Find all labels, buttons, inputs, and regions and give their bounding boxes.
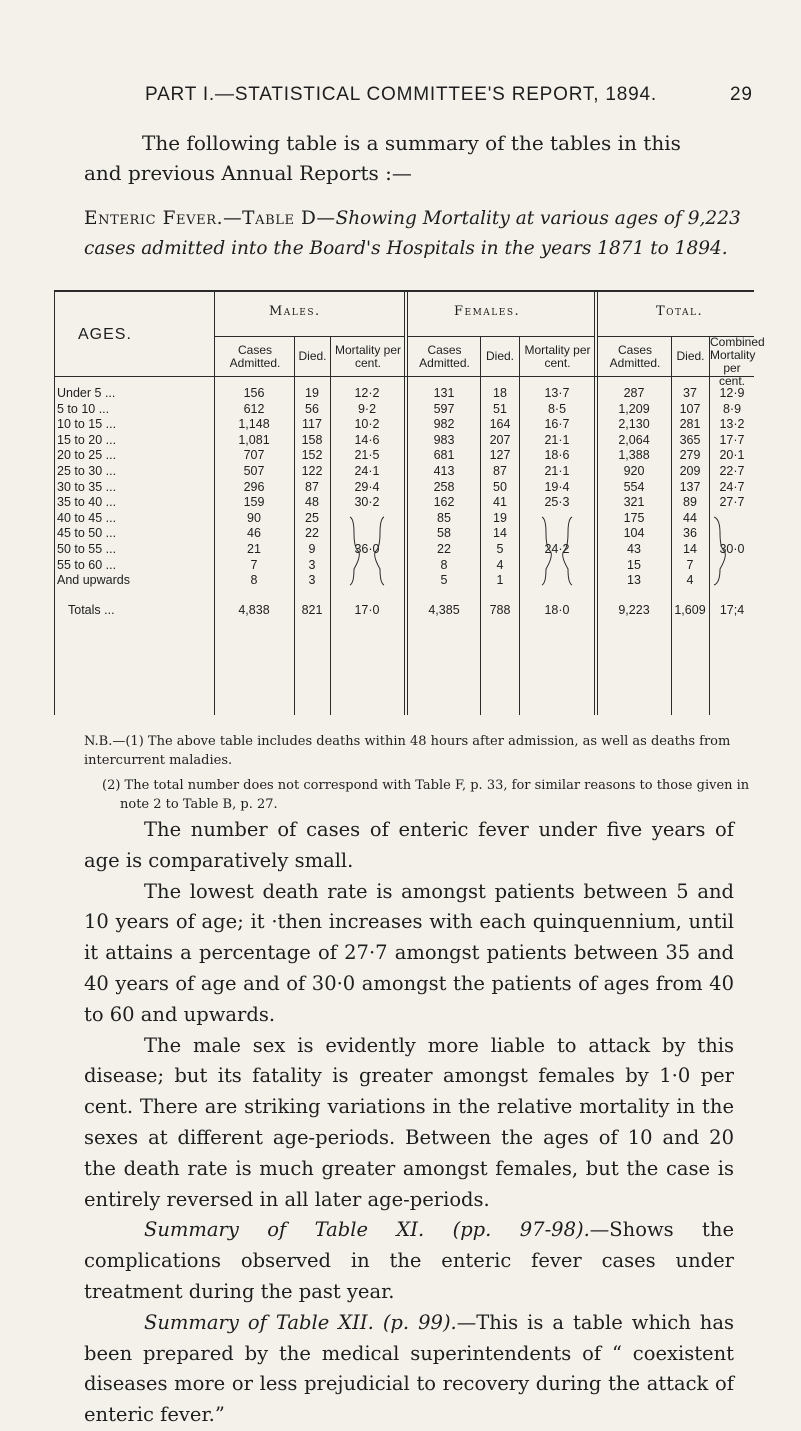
- subheader-mortality: Mortality per cent.: [524, 343, 591, 370]
- value-cell: 209: [679, 464, 701, 478]
- value-cell: 207: [489, 432, 511, 447]
- value-cell: 3: [308, 557, 316, 572]
- value-cell: 507: [243, 464, 265, 478]
- age-cell: Under 5 ...: [57, 386, 116, 400]
- value-cell: 37: [683, 386, 697, 400]
- value-cell: 258: [433, 479, 455, 494]
- table-caption: [84, 204, 764, 264]
- ages-header: AGES.: [78, 326, 132, 343]
- value-cell: 56: [305, 401, 319, 416]
- column-rule: [407, 290, 408, 715]
- paragraph: The lowest death rate is amongst patients between 5 and 10 years of age; it ·then increases with each quinquennium, until it attains a percentage of 27·7 amongst patients between 35 and 40 years of age and of 30·0 amongst the patients of ages from 40 to 60 and upwards.: [84, 879, 734, 1026]
- paragraph: The number of cases of enteric fever under five years of age is comparatively small.: [84, 818, 734, 872]
- footnotes: [84, 732, 764, 820]
- body-text: [84, 815, 734, 1431]
- value-cell: 87: [305, 479, 319, 494]
- value-cell: 14·6: [354, 432, 380, 447]
- value-cell: 162: [433, 495, 455, 510]
- value-cell: 46: [247, 526, 261, 541]
- age-cell: 15 to 20 ...: [57, 432, 117, 447]
- value-cell: 22: [437, 542, 451, 556]
- value-cell: 1,388: [618, 448, 650, 463]
- value-cell: 13·2: [719, 417, 745, 432]
- age-cell: 50 to 55 ...: [57, 542, 117, 556]
- value-cell: 50: [493, 479, 507, 494]
- value-cell: 58: [437, 526, 451, 541]
- value-cell: 19: [493, 510, 507, 525]
- value-cell: 8: [440, 557, 448, 572]
- value-cell: 413: [433, 464, 455, 478]
- value-cell: 29·4: [354, 479, 380, 494]
- value-cell: 48: [305, 495, 319, 510]
- value-cell: 122: [301, 464, 323, 478]
- value-cell: 22·7: [719, 464, 745, 478]
- column-rule: [594, 290, 595, 715]
- value-cell: 1,148: [238, 417, 270, 432]
- age-cell: 35 to 40 ...: [57, 495, 117, 510]
- value-cell: 24·2: [544, 542, 570, 556]
- group-brace: [536, 515, 578, 587]
- value-cell: 156: [243, 386, 265, 400]
- value-cell: 8·9: [722, 401, 742, 416]
- value-cell: 87: [493, 464, 507, 478]
- age-cell: 20 to 25 ...: [57, 448, 117, 463]
- value-cell: 25: [305, 510, 319, 525]
- totals-cell: 821: [301, 602, 323, 617]
- value-cell: 5: [496, 542, 504, 556]
- totals-cell: 788: [489, 602, 511, 617]
- column-rule: [214, 290, 215, 715]
- value-cell: 279: [679, 448, 701, 463]
- value-cell: 12·2: [354, 386, 380, 400]
- value-cell: 90: [247, 510, 261, 525]
- paragraph-summary-xii: [84, 1308, 734, 1431]
- summary-xii-label: Summary of Table XII. (p. 99).: [144, 1310, 457, 1334]
- value-cell: 20·1: [719, 448, 745, 463]
- value-cell: 13: [627, 573, 641, 588]
- value-cell: 321: [623, 495, 645, 510]
- footnote-2: (2) The total number does not correspond with Table F, p. 33, for similar reasons to those given in note 2 to Table B, p. 27.: [102, 778, 750, 812]
- value-cell: 554: [623, 479, 645, 494]
- header-title: PART I.—STATISTICAL COMMITTEE'S REPORT, 1894.: [145, 84, 657, 105]
- group-rule: [407, 336, 594, 337]
- value-cell: 9·2: [357, 401, 377, 416]
- value-cell: 597: [433, 401, 455, 416]
- subheader-died: Died.: [676, 349, 705, 363]
- value-cell: 24·7: [719, 479, 745, 494]
- subheader-combined-mortality: Combined Mortality per cent.: [710, 335, 765, 388]
- value-cell: 16·7: [544, 417, 570, 432]
- value-cell: 43: [627, 542, 641, 556]
- totals-cell: 17·0: [354, 602, 380, 617]
- caption-label: Enteric Fever.—Table D—: [84, 208, 336, 229]
- intro-paragraph: [84, 128, 724, 188]
- subheader-died: Died.: [298, 349, 327, 363]
- value-cell: 127: [489, 448, 511, 463]
- value-cell: 681: [433, 448, 455, 463]
- value-cell: 51: [493, 401, 507, 416]
- value-cell: 10·2: [354, 417, 380, 432]
- value-cell: 281: [679, 417, 701, 432]
- age-cell: 10 to 15 ...: [57, 417, 117, 432]
- value-cell: 19·4: [544, 479, 570, 494]
- group-total: Total.: [656, 304, 704, 319]
- group-brace: [712, 515, 742, 587]
- summary-xi-text: —Shows the complications observed in the enteric fever cases under treatment during the past year.: [84, 1218, 734, 1303]
- value-cell: 175: [623, 510, 645, 525]
- value-cell: 19: [305, 386, 319, 400]
- value-cell: 14: [683, 542, 697, 556]
- value-cell: 3: [308, 573, 316, 588]
- paragraph: The male sex is evidently more liable to attack by this disease; but its fatality is greater amongst females by 1·0 per cent. There are striking variations in the relative mortality in the sexes at different age-periods. Between the ages of 10 and 20 the death rate is much greater amongst females, but the case is entirely reversed in all later age-periods.: [84, 1033, 734, 1211]
- value-cell: 13·7: [544, 386, 570, 400]
- age-cell: 55 to 60 ...: [57, 557, 117, 572]
- value-cell: 41: [493, 495, 507, 510]
- totals-cell: 9,223: [618, 602, 650, 617]
- value-cell: 21·1: [544, 464, 570, 478]
- value-cell: 2,130: [618, 417, 650, 432]
- caption-text: Showing Mortality at various ages of 9,223 cases admitted into the Board's Hospitals in the years 1871 to 1894.: [84, 208, 741, 259]
- value-cell: 131: [433, 386, 455, 400]
- value-cell: 8·5: [547, 401, 567, 416]
- age-cell: 45 to 50 ...: [57, 526, 117, 541]
- value-cell: 85: [437, 510, 451, 525]
- paragraph-summary-xi: [84, 1215, 734, 1307]
- subheader-died: Died.: [485, 349, 514, 363]
- value-cell: 107: [679, 401, 701, 416]
- value-cell: 159: [243, 495, 265, 510]
- value-cell: 296: [243, 479, 265, 494]
- totals-cell: 4,838: [238, 602, 270, 617]
- value-cell: 5: [440, 573, 448, 588]
- column-rule: [597, 290, 598, 715]
- value-cell: 21: [247, 542, 261, 556]
- value-cell: 30·0: [719, 542, 745, 556]
- value-cell: 36·0: [354, 542, 380, 556]
- subheader-cases: Cases Admitted.: [419, 343, 470, 370]
- value-cell: 7: [686, 557, 694, 572]
- value-cell: 44: [683, 510, 697, 525]
- totals-cell: 17;4: [719, 602, 745, 617]
- value-cell: 158: [301, 432, 323, 447]
- value-cell: 365: [679, 432, 701, 447]
- subheader-cases: Cases Admitted.: [609, 343, 661, 370]
- value-cell: 12·9: [719, 386, 745, 400]
- value-cell: 104: [623, 526, 645, 541]
- value-cell: 287: [623, 386, 645, 400]
- header-bottom-rule: [54, 376, 754, 377]
- value-cell: 15: [627, 557, 641, 572]
- totals-cell: 4,385: [428, 602, 460, 617]
- intro-text: The following table is a summary of the tables in this and previous Annual Reports :—: [84, 131, 681, 185]
- group-males: Males.: [269, 304, 321, 319]
- value-cell: 30·2: [354, 495, 380, 510]
- mortality-table: [54, 290, 765, 715]
- value-cell: 152: [301, 448, 323, 463]
- value-cell: 18·6: [544, 448, 570, 463]
- value-cell: 1,081: [238, 432, 270, 447]
- column-rule: [404, 290, 405, 715]
- value-cell: 920: [623, 464, 645, 478]
- group-brace: [344, 515, 390, 587]
- value-cell: 982: [433, 417, 455, 432]
- age-cell: 5 to 10 ...: [57, 401, 110, 416]
- value-cell: 7: [250, 557, 258, 572]
- value-cell: 18: [493, 386, 507, 400]
- value-cell: 612: [243, 401, 265, 416]
- subheader-cases: Cases Admitted.: [229, 343, 281, 370]
- value-cell: 25·3: [544, 495, 570, 510]
- totals-cell: 18·0: [544, 602, 570, 617]
- value-cell: 8: [250, 573, 258, 588]
- value-cell: 89: [683, 495, 697, 510]
- age-cell: 40 to 45 ...: [57, 510, 117, 525]
- value-cell: 24·1: [354, 464, 380, 478]
- value-cell: 137: [679, 479, 701, 494]
- value-cell: 22: [305, 526, 319, 541]
- value-cell: 117: [302, 417, 322, 432]
- value-cell: 17·7: [719, 432, 745, 447]
- value-cell: 14: [493, 526, 507, 541]
- value-cell: 21·1: [544, 432, 570, 447]
- group-females: Females.: [454, 304, 521, 319]
- value-cell: 9: [308, 542, 316, 556]
- footnote-1: N.B.—(1) The above table includes deaths within 48 hours after admission, as well as deaths from intercurrent maladies.: [84, 734, 731, 768]
- totals-cell: 1,609: [674, 602, 706, 617]
- value-cell: 36: [683, 526, 697, 541]
- value-cell: 2,064: [618, 432, 650, 447]
- value-cell: 4: [686, 573, 694, 588]
- age-cell: 25 to 30 ...: [57, 464, 117, 478]
- summary-xii-text: —This is a table which has been prepared by the medical superintendents of “ coexistent diseases more or less prejudicial to recovery during the attack of enteric fever.”: [84, 1310, 734, 1427]
- group-rule: [214, 336, 404, 337]
- value-cell: 164: [489, 417, 511, 432]
- value-cell: 1: [496, 573, 504, 588]
- value-cell: 27·7: [719, 495, 745, 510]
- value-cell: 1,209: [618, 401, 650, 416]
- summary-xi-label: Summary of Table XI. (pp. 97-98).: [144, 1218, 590, 1242]
- subheader-mortality: Mortality per cent.: [334, 343, 402, 370]
- totals-label: Totals ...: [68, 602, 115, 617]
- value-cell: 4: [496, 557, 504, 572]
- page-number: 29: [730, 84, 753, 105]
- age-cell: 30 to 35 ...: [57, 479, 117, 494]
- column-rule: [54, 290, 55, 715]
- value-cell: 21·5: [354, 448, 380, 463]
- age-cell: And upwards: [57, 573, 130, 588]
- value-cell: 707: [243, 448, 265, 463]
- value-cell: 983: [433, 432, 455, 447]
